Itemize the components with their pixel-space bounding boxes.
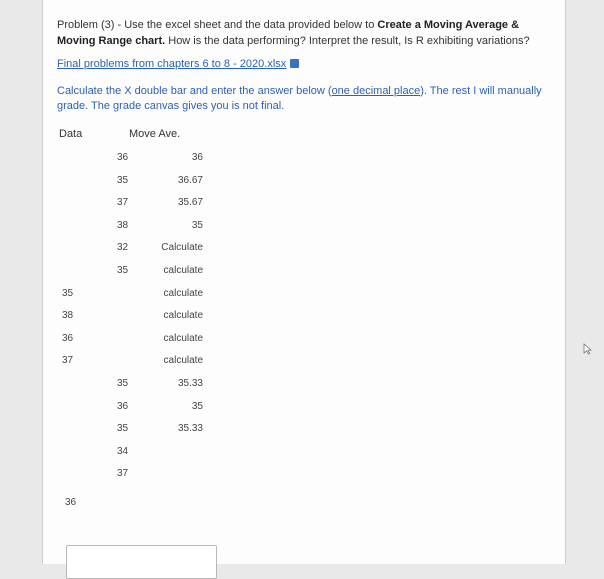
table-cell-c2: 35 bbox=[117, 423, 129, 434]
table-cell-c3: calculate bbox=[163, 333, 203, 344]
table-cell-c3: 35 bbox=[191, 401, 203, 412]
instruction-part2: ). The rest I will manually grade. The grade canvas gives you is not final. bbox=[57, 85, 542, 112]
table-cell-c3: calculate bbox=[163, 265, 203, 276]
table-cell-c2: 32 bbox=[117, 242, 129, 253]
table-cell-c3: 35.33 bbox=[177, 378, 203, 389]
table-cell-c3: calculate bbox=[163, 288, 203, 299]
problem-prefix: Problem (3) - Use the excel sheet and the data provided below to bbox=[57, 19, 378, 31]
one-decimal-place-link[interactable]: one decimal place bbox=[331, 85, 421, 97]
table-cell-c2: 34 bbox=[117, 446, 129, 457]
table-cell-c2: 37 bbox=[117, 468, 129, 479]
table-cell-c1: 38 bbox=[62, 310, 74, 321]
table-cell-c2: 36 bbox=[117, 401, 129, 412]
table-cell-c3: 35.33 bbox=[177, 423, 203, 434]
table-cell-c2: 38 bbox=[117, 220, 129, 231]
table-cell-c1: 35 bbox=[62, 288, 74, 299]
table-cell-c2: 36 bbox=[117, 152, 129, 163]
file-preview-icon[interactable] bbox=[290, 59, 299, 68]
table-cell-c2: 35 bbox=[117, 378, 129, 389]
table-cell-c3: calculate bbox=[163, 310, 203, 321]
table-cell-c2: 37 bbox=[117, 197, 129, 208]
table-cell-c3: calculate bbox=[163, 355, 203, 366]
table-cell-c3: Calculate bbox=[161, 242, 203, 253]
table-cell-c3: 36 bbox=[191, 152, 203, 163]
table-cell-last: 36 bbox=[65, 497, 77, 508]
mouse-pointer-icon bbox=[582, 343, 594, 355]
instruction-text bbox=[57, 84, 552, 114]
table-cell-c3: 35.67 bbox=[177, 197, 203, 208]
table-cell-c2: 35 bbox=[117, 175, 129, 186]
table-cell-c2: 35 bbox=[117, 265, 129, 276]
problem-rest: How is the data performing? Interpret the result, Is R exhibiting variations? bbox=[165, 35, 530, 47]
table-cell-c1: 36 bbox=[62, 333, 74, 344]
answer-input[interactable] bbox=[66, 545, 217, 579]
excel-file-link[interactable] bbox=[57, 58, 299, 70]
problem-bold: Create a Moving Average & Moving Range chart. bbox=[57, 19, 520, 47]
excel-file-link-label[interactable]: Final problems from chapters 6 to 8 - 2020.xlsx bbox=[57, 58, 287, 70]
table-cell-c1: 37 bbox=[62, 355, 74, 366]
header-move-ave: Move Ave. bbox=[129, 128, 181, 140]
instruction-part1: Calculate the X double bar and enter the answer below ( bbox=[57, 85, 332, 97]
header-data: Data bbox=[59, 128, 83, 140]
table-cell-c3: 36.67 bbox=[177, 175, 203, 186]
table-cell-c3: 35 bbox=[191, 220, 203, 231]
problem-statement bbox=[57, 17, 547, 49]
